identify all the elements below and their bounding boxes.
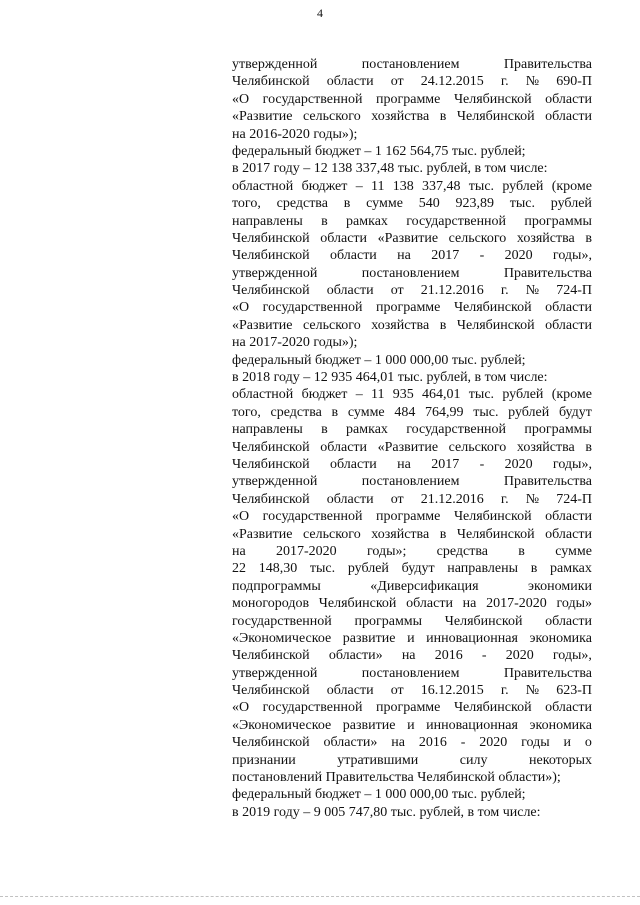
text-line: Челябинской области от 21.12.2016 г. № 724-П bbox=[232, 283, 592, 299]
text-line: моногородов Челябинской области на 2017-2020 годы» bbox=[232, 596, 592, 612]
text-line: «Развитие сельского хозяйства в Челябинской области bbox=[232, 526, 592, 542]
text-line: постановлений Правительства Челябинской области»); bbox=[232, 770, 561, 786]
text-line: областной бюджет – 11 138 337,48 тыс. рублей (кроме bbox=[232, 178, 592, 194]
text-line: федеральный бюджет – 1 162 564,75 тыс. рублей; bbox=[232, 143, 526, 159]
text-line: признании утратившими силу некоторых bbox=[232, 752, 592, 768]
text-line: федеральный бюджет – 1 000 000,00 тыс. рублей; bbox=[232, 352, 526, 368]
text-line: «Развитие сельского хозяйства в Челябинской области bbox=[232, 317, 592, 333]
text-line: в 2019 году – 9 005 747,80 тыс. рублей, в том числе: bbox=[232, 804, 541, 820]
text-line: Челябинской области на 2017 - 2020 годы», bbox=[232, 456, 592, 472]
text-line: «О государственной программе Челябинской области bbox=[232, 91, 592, 107]
text-line: 22 148,30 тыс. рублей будут направлены в рамках bbox=[232, 561, 592, 577]
text-line: Челябинской области от 21.12.2016 г. № 724-П bbox=[232, 491, 592, 507]
text-line: Челябинской области от 16.12.2015 г. № 623-П bbox=[232, 683, 592, 699]
document-body bbox=[232, 56, 592, 821]
text-line: «О государственной программе Челябинской области bbox=[232, 300, 592, 316]
text-line: в 2017 году – 12 138 337,48 тыс. рублей, в том числе: bbox=[232, 161, 548, 177]
page-number: 4 bbox=[317, 6, 323, 20]
text-line: Челябинской области «Развитие сельского хозяйства в bbox=[232, 439, 592, 455]
text-line: государственной программы Челябинской области bbox=[232, 613, 592, 629]
text-line: «О государственной программе Челябинской области bbox=[232, 700, 592, 716]
text-line: утвержденной постановлением Правительства bbox=[232, 265, 592, 281]
text-line: «Развитие сельского хозяйства в Челябинской области bbox=[232, 109, 592, 125]
text-line: того, средства в сумме 484 764,99 тыс. рублей будут bbox=[232, 404, 592, 420]
scan-edge-divider bbox=[0, 896, 640, 899]
text-line: подпрограммы «Диверсификация экономики bbox=[232, 578, 592, 594]
text-line: утвержденной постановлением Правительства bbox=[232, 57, 592, 72]
text-line: на 2017-2020 годы»); bbox=[232, 335, 358, 351]
text-line: утвержденной постановлением Правительства bbox=[232, 665, 592, 681]
text-line: федеральный бюджет – 1 000 000,00 тыс. рублей; bbox=[232, 787, 526, 803]
text-line: «Экономическое развитие и инновационная экономика bbox=[232, 717, 592, 733]
text-line: «Экономическое развитие и инновационная экономика bbox=[232, 630, 592, 646]
text-line: областной бюджет – 11 935 464,01 тыс. рублей (кроме bbox=[232, 387, 592, 403]
text-line: Челябинской области» на 2016 - 2020 годы и о bbox=[232, 735, 592, 751]
text-line: Челябинской области «Развитие сельского хозяйства в bbox=[232, 230, 592, 246]
text-line: на 2017-2020 годы»; средства в сумме bbox=[232, 543, 592, 559]
text-line: Челябинской области на 2017 - 2020 годы», bbox=[232, 248, 592, 264]
text-line: направлены в рамках государственной программы bbox=[232, 213, 592, 229]
text-line: в 2018 году – 12 935 464,01 тыс. рублей, в том числе: bbox=[232, 370, 548, 386]
text-line: Челябинской области» на 2016 - 2020 годы», bbox=[232, 648, 592, 664]
text-line: утвержденной постановлением Правительства bbox=[232, 474, 592, 490]
text-line: того, средства в сумме 540 923,89 тыс. рублей bbox=[232, 196, 592, 212]
text-line: Челябинской области от 24.12.2015 г. № 690-П bbox=[232, 74, 592, 90]
text-line: направлены в рамках государственной программы bbox=[232, 422, 592, 438]
text-line: на 2016-2020 годы»); bbox=[232, 126, 358, 142]
text-line: «О государственной программе Челябинской области bbox=[232, 509, 592, 525]
